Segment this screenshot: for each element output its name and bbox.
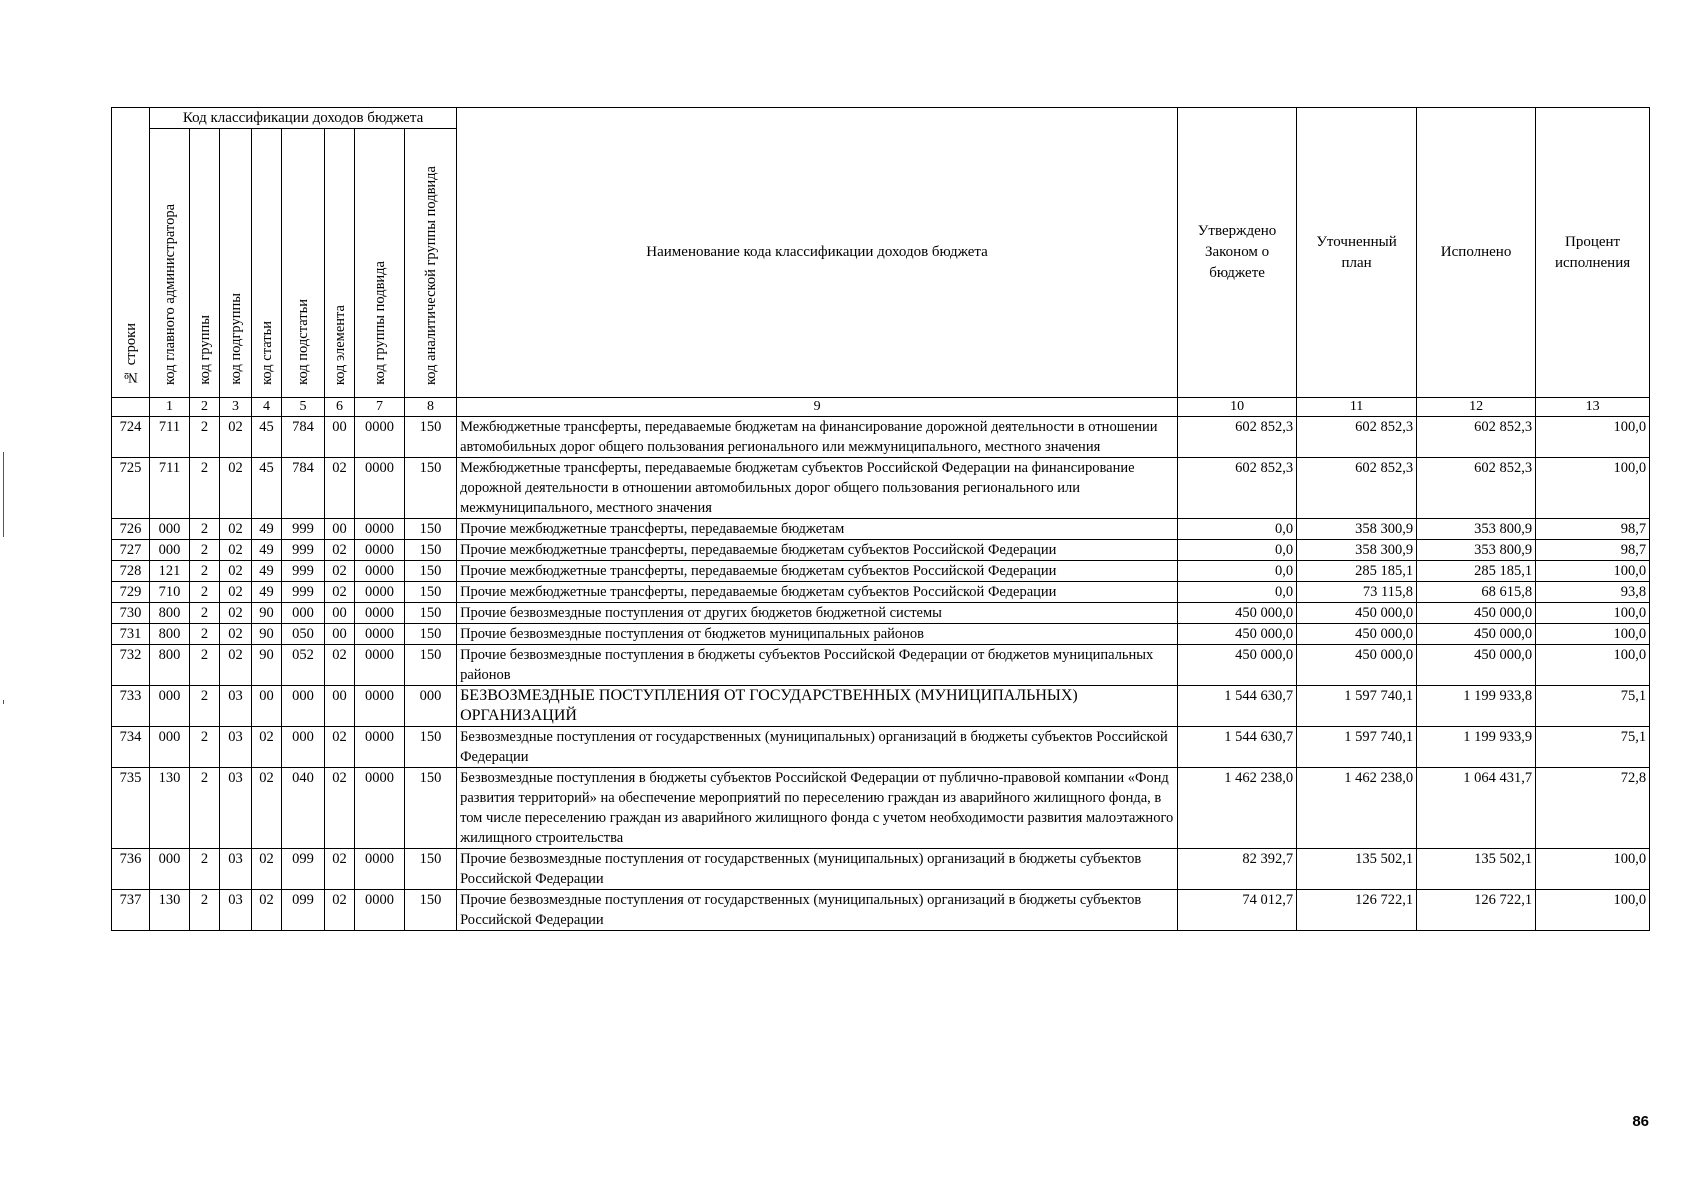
row-number-cell: 728 [112, 561, 150, 582]
column-number: 2 [190, 398, 220, 417]
article-code-cell: 49 [252, 519, 282, 540]
scan-edge-mark [3, 452, 4, 537]
column-number: 9 [457, 398, 1178, 417]
group-code-cell: 2 [190, 540, 220, 561]
revenue-name-cell: Прочие безвозмездные поступления от бюджетов муниципальных районов [457, 624, 1178, 645]
subtype-code-cell: 0000 [355, 686, 405, 727]
group-code-cell: 2 [190, 686, 220, 727]
subgroup-code-cell: 02 [220, 458, 252, 519]
header-approved: Утверждено Законом о бюджете [1178, 108, 1297, 398]
approved-amount-cell: 82 392,7 [1178, 849, 1297, 890]
subtype-code-cell: 0000 [355, 624, 405, 645]
subarticle-code-cell: 000 [282, 686, 325, 727]
admin-code-cell: 000 [150, 727, 190, 768]
article-code-cell: 90 [252, 624, 282, 645]
article-code-cell: 49 [252, 540, 282, 561]
group-code-cell: 2 [190, 603, 220, 624]
subtype-code-cell: 0000 [355, 645, 405, 686]
analytic-code-cell: 150 [405, 582, 457, 603]
analytic-code-cell: 150 [405, 519, 457, 540]
group-code-cell: 2 [190, 768, 220, 849]
admin-code-cell: 000 [150, 519, 190, 540]
row-number-cell: 726 [112, 519, 150, 540]
table-row [112, 890, 1650, 931]
table-row [112, 540, 1650, 561]
row-number-cell: 731 [112, 624, 150, 645]
admin-code-cell: 800 [150, 645, 190, 686]
revenue-name-cell: Прочие межбюджетные трансферты, передаваемые бюджетам субъектов Российской Федерации [457, 582, 1178, 603]
article-code-cell: 45 [252, 417, 282, 458]
header-element-code: код элемента [325, 129, 355, 398]
approved-amount-cell: 0,0 [1178, 519, 1297, 540]
percent-cell: 72,8 [1536, 768, 1650, 849]
plan-amount-cell: 1 462 238,0 [1297, 768, 1417, 849]
subtype-code-cell: 0000 [355, 540, 405, 561]
revenue-name-cell: Прочие межбюджетные трансферты, передаваемые бюджетам субъектов Российской Федерации [457, 540, 1178, 561]
plan-amount-cell: 450 000,0 [1297, 645, 1417, 686]
scan-edge-mark [3, 700, 4, 704]
plan-amount-cell: 358 300,9 [1297, 519, 1417, 540]
percent-cell: 100,0 [1536, 645, 1650, 686]
plan-amount-cell: 602 852,3 [1297, 458, 1417, 519]
subgroup-code-cell: 02 [220, 561, 252, 582]
approved-amount-cell: 602 852,3 [1178, 417, 1297, 458]
analytic-code-cell: 150 [405, 603, 457, 624]
analytic-code-cell: 150 [405, 727, 457, 768]
budget-revenue-table [111, 107, 1650, 931]
subtype-code-cell: 0000 [355, 849, 405, 890]
executed-amount-cell: 450 000,0 [1417, 624, 1536, 645]
analytic-code-cell: 150 [405, 540, 457, 561]
header-article-code: код статьи [252, 129, 282, 398]
element-code-cell: 00 [325, 624, 355, 645]
article-code-cell: 45 [252, 458, 282, 519]
subarticle-code-cell: 099 [282, 890, 325, 931]
approved-amount-cell: 450 000,0 [1178, 645, 1297, 686]
executed-amount-cell: 1 199 933,8 [1417, 686, 1536, 727]
revenue-name-cell: Безвозмездные поступления от государственных (муниципальных) организаций в бюджеты субъектов Российской Федерации [457, 727, 1178, 768]
plan-amount-cell: 358 300,9 [1297, 540, 1417, 561]
row-number-cell: 724 [112, 417, 150, 458]
group-code-cell: 2 [190, 645, 220, 686]
approved-amount-cell: 1 544 630,7 [1178, 727, 1297, 768]
percent-cell: 93,8 [1536, 582, 1650, 603]
header-row-no: № строки [112, 108, 150, 398]
subarticle-code-cell: 040 [282, 768, 325, 849]
header-classification-group: Код классификации доходов бюджета [150, 108, 457, 129]
article-code-cell: 90 [252, 603, 282, 624]
column-number: 12 [1417, 398, 1536, 417]
admin-code-cell: 130 [150, 890, 190, 931]
subgroup-code-cell: 03 [220, 849, 252, 890]
article-code-cell: 02 [252, 727, 282, 768]
group-code-cell: 2 [190, 582, 220, 603]
subarticle-code-cell: 052 [282, 645, 325, 686]
subgroup-code-cell: 02 [220, 417, 252, 458]
subgroup-code-cell: 03 [220, 686, 252, 727]
element-code-cell: 02 [325, 890, 355, 931]
approved-amount-cell: 1 544 630,7 [1178, 686, 1297, 727]
table-body [112, 417, 1650, 931]
analytic-code-cell: 150 [405, 890, 457, 931]
header-subarticle-code: код подстатьи [282, 129, 325, 398]
subarticle-code-cell: 000 [282, 603, 325, 624]
approved-amount-cell: 0,0 [1178, 582, 1297, 603]
element-code-cell: 02 [325, 582, 355, 603]
analytic-code-cell: 150 [405, 624, 457, 645]
plan-amount-cell: 126 722,1 [1297, 890, 1417, 931]
column-number: 1 [150, 398, 190, 417]
table-row [112, 603, 1650, 624]
row-number-cell: 730 [112, 603, 150, 624]
column-number: 10 [1178, 398, 1297, 417]
analytic-code-cell: 150 [405, 768, 457, 849]
executed-amount-cell: 285 185,1 [1417, 561, 1536, 582]
approved-amount-cell: 450 000,0 [1178, 603, 1297, 624]
subtype-code-cell: 0000 [355, 768, 405, 849]
admin-code-cell: 711 [150, 417, 190, 458]
analytic-code-cell: 150 [405, 458, 457, 519]
table-row [112, 686, 1650, 727]
plan-amount-cell: 1 597 740,1 [1297, 727, 1417, 768]
group-code-cell: 2 [190, 519, 220, 540]
table-row [112, 624, 1650, 645]
table-row [112, 519, 1650, 540]
page-number: 86 [1632, 1113, 1649, 1130]
element-code-cell: 00 [325, 417, 355, 458]
approved-amount-cell: 602 852,3 [1178, 458, 1297, 519]
header-plan: Уточненный план [1297, 108, 1417, 398]
revenue-name-cell: Безвозмездные поступления в бюджеты субъектов Российской Федерации от публично-правовой компании «Фонд развития территорий» на обеспечение мероприятий по переселению граждан из аварийного жилищного фонда, в том числе переселению граждан из аварийного жилищного фонда с учетом необходимости развития малоэтажного жилищного строительства [457, 768, 1178, 849]
table-row [112, 768, 1650, 849]
subgroup-code-cell: 03 [220, 727, 252, 768]
group-code-cell: 2 [190, 727, 220, 768]
group-code-cell: 2 [190, 561, 220, 582]
element-code-cell: 02 [325, 645, 355, 686]
revenue-name-cell: Прочие безвозмездные поступления в бюджеты субъектов Российской Федерации от бюджетов муниципальных районов [457, 645, 1178, 686]
subarticle-code-cell: 099 [282, 849, 325, 890]
element-code-cell: 02 [325, 849, 355, 890]
element-code-cell: 02 [325, 458, 355, 519]
executed-amount-cell: 1 199 933,9 [1417, 727, 1536, 768]
executed-amount-cell: 68 615,8 [1417, 582, 1536, 603]
percent-cell: 100,0 [1536, 458, 1650, 519]
revenue-name-cell: БЕЗВОЗМЕЗДНЫЕ ПОСТУПЛЕНИЯ ОТ ГОСУДАРСТВЕННЫХ (МУНИЦИПАЛЬНЫХ) ОРГАНИЗАЦИЙ [457, 686, 1178, 727]
column-number: 7 [355, 398, 405, 417]
admin-code-cell: 000 [150, 686, 190, 727]
table-row [112, 561, 1650, 582]
percent-cell: 100,0 [1536, 624, 1650, 645]
plan-amount-cell: 73 115,8 [1297, 582, 1417, 603]
group-code-cell: 2 [190, 458, 220, 519]
row-number-cell: 736 [112, 849, 150, 890]
article-code-cell: 49 [252, 561, 282, 582]
column-number: 6 [325, 398, 355, 417]
subtype-code-cell: 0000 [355, 519, 405, 540]
subarticle-code-cell: 784 [282, 417, 325, 458]
column-number: 8 [405, 398, 457, 417]
approved-amount-cell: 450 000,0 [1178, 624, 1297, 645]
subgroup-code-cell: 02 [220, 645, 252, 686]
subtype-code-cell: 0000 [355, 417, 405, 458]
header-percent: Процент исполнения [1536, 108, 1650, 398]
analytic-code-cell: 150 [405, 417, 457, 458]
executed-amount-cell: 126 722,1 [1417, 890, 1536, 931]
executed-amount-cell: 353 800,9 [1417, 540, 1536, 561]
element-code-cell: 00 [325, 519, 355, 540]
table-row [112, 417, 1650, 458]
executed-amount-cell: 450 000,0 [1417, 603, 1536, 624]
header-group-code: код группы [190, 129, 220, 398]
row-number-cell: 732 [112, 645, 150, 686]
row-number-cell: 727 [112, 540, 150, 561]
article-code-cell: 49 [252, 582, 282, 603]
subarticle-code-cell: 999 [282, 561, 325, 582]
analytic-code-cell: 150 [405, 849, 457, 890]
plan-amount-cell: 602 852,3 [1297, 417, 1417, 458]
percent-cell: 75,1 [1536, 686, 1650, 727]
element-code-cell: 02 [325, 540, 355, 561]
executed-amount-cell: 450 000,0 [1417, 645, 1536, 686]
subarticle-code-cell: 999 [282, 519, 325, 540]
subgroup-code-cell: 03 [220, 768, 252, 849]
revenue-name-cell: Прочие безвозмездные поступления от других бюджетов бюджетной системы [457, 603, 1178, 624]
subgroup-code-cell: 02 [220, 519, 252, 540]
revenue-name-cell: Межбюджетные трансферты, передаваемые бюджетам на финансирование дорожной деятельности в отношении автомобильных дорог общего пользования регионального или межмуниципального, местного значения [457, 417, 1178, 458]
percent-cell: 100,0 [1536, 890, 1650, 931]
revenue-name-cell: Межбюджетные трансферты, передаваемые бюджетам субъектов Российской Федерации на финансирование дорожной деятельности в отношении автомобильных дорог общего пользования регионального или межмуниципального, местного значения [457, 458, 1178, 519]
plan-amount-cell: 1 597 740,1 [1297, 686, 1417, 727]
element-code-cell: 00 [325, 686, 355, 727]
approved-amount-cell: 0,0 [1178, 540, 1297, 561]
admin-code-cell: 121 [150, 561, 190, 582]
admin-code-cell: 710 [150, 582, 190, 603]
column-number: 13 [1536, 398, 1650, 417]
header-analytic-code: код аналитической группы подвида [405, 129, 457, 398]
subgroup-code-cell: 02 [220, 603, 252, 624]
column-number: 11 [1297, 398, 1417, 417]
header-subgroup-code: код подгруппы [220, 129, 252, 398]
plan-amount-cell: 450 000,0 [1297, 603, 1417, 624]
admin-code-cell: 000 [150, 849, 190, 890]
subtype-code-cell: 0000 [355, 561, 405, 582]
revenue-name-cell: Прочие межбюджетные трансферты, передаваемые бюджетам субъектов Российской Федерации [457, 561, 1178, 582]
percent-cell: 100,0 [1536, 849, 1650, 890]
header-subtype-code: код группы подвида [355, 129, 405, 398]
subtype-code-cell: 0000 [355, 603, 405, 624]
article-code-cell: 00 [252, 686, 282, 727]
admin-code-cell: 800 [150, 603, 190, 624]
subtype-code-cell: 0000 [355, 582, 405, 603]
row-number-cell: 737 [112, 890, 150, 931]
subarticle-code-cell: 784 [282, 458, 325, 519]
article-code-cell: 02 [252, 768, 282, 849]
element-code-cell: 00 [325, 603, 355, 624]
executed-amount-cell: 1 064 431,7 [1417, 768, 1536, 849]
revenue-name-cell: Прочие межбюджетные трансферты, передаваемые бюджетам [457, 519, 1178, 540]
subgroup-code-cell: 02 [220, 582, 252, 603]
admin-code-cell: 711 [150, 458, 190, 519]
row-number-cell: 725 [112, 458, 150, 519]
subtype-code-cell: 0000 [355, 458, 405, 519]
executed-amount-cell: 353 800,9 [1417, 519, 1536, 540]
row-number-cell: 733 [112, 686, 150, 727]
revenue-name-cell: Прочие безвозмездные поступления от государственных (муниципальных) организаций в бюджеты субъектов Российской Федерации [457, 890, 1178, 931]
approved-amount-cell: 1 462 238,0 [1178, 768, 1297, 849]
executed-amount-cell: 602 852,3 [1417, 417, 1536, 458]
approved-amount-cell: 74 012,7 [1178, 890, 1297, 931]
subarticle-code-cell: 000 [282, 727, 325, 768]
row-number-cell: 735 [112, 768, 150, 849]
percent-cell: 100,0 [1536, 603, 1650, 624]
table-row [112, 458, 1650, 519]
subgroup-code-cell: 02 [220, 540, 252, 561]
analytic-code-cell: 000 [405, 686, 457, 727]
table-row [112, 849, 1650, 890]
header-name: Наименование кода классификации доходов бюджета [457, 108, 1178, 398]
row-number-cell: 734 [112, 727, 150, 768]
row-number-cell: 729 [112, 582, 150, 603]
percent-cell: 98,7 [1536, 519, 1650, 540]
percent-cell: 100,0 [1536, 417, 1650, 458]
column-number: 5 [282, 398, 325, 417]
group-code-cell: 2 [190, 624, 220, 645]
subarticle-code-cell: 999 [282, 540, 325, 561]
analytic-code-cell: 150 [405, 561, 457, 582]
element-code-cell: 02 [325, 727, 355, 768]
group-code-cell: 2 [190, 417, 220, 458]
plan-amount-cell: 450 000,0 [1297, 624, 1417, 645]
approved-amount-cell: 0,0 [1178, 561, 1297, 582]
element-code-cell: 02 [325, 561, 355, 582]
plan-amount-cell: 285 185,1 [1297, 561, 1417, 582]
plan-amount-cell: 135 502,1 [1297, 849, 1417, 890]
executed-amount-cell: 602 852,3 [1417, 458, 1536, 519]
article-code-cell: 02 [252, 890, 282, 931]
column-number: 3 [220, 398, 252, 417]
subtype-code-cell: 0000 [355, 727, 405, 768]
executed-amount-cell: 135 502,1 [1417, 849, 1536, 890]
percent-cell: 100,0 [1536, 561, 1650, 582]
admin-code-cell: 800 [150, 624, 190, 645]
subgroup-code-cell: 03 [220, 890, 252, 931]
table-row [112, 727, 1650, 768]
subarticle-code-cell: 999 [282, 582, 325, 603]
revenue-name-cell: Прочие безвозмездные поступления от государственных (муниципальных) организаций в бюджеты субъектов Российской Федерации [457, 849, 1178, 890]
column-number-row [112, 398, 1650, 417]
analytic-code-cell: 150 [405, 645, 457, 686]
subtype-code-cell: 0000 [355, 890, 405, 931]
article-code-cell: 90 [252, 645, 282, 686]
table-row [112, 645, 1650, 686]
column-number: 4 [252, 398, 282, 417]
subgroup-code-cell: 02 [220, 624, 252, 645]
budget-table-container [111, 107, 1650, 931]
group-code-cell: 2 [190, 849, 220, 890]
admin-code-cell: 130 [150, 768, 190, 849]
percent-cell: 98,7 [1536, 540, 1650, 561]
table-row [112, 582, 1650, 603]
percent-cell: 75,1 [1536, 727, 1650, 768]
header-executed: Исполнено [1417, 108, 1536, 398]
header-admin-code: код главного администратора [150, 129, 190, 398]
column-number-empty [112, 398, 150, 417]
article-code-cell: 02 [252, 849, 282, 890]
admin-code-cell: 000 [150, 540, 190, 561]
group-code-cell: 2 [190, 890, 220, 931]
element-code-cell: 02 [325, 768, 355, 849]
subarticle-code-cell: 050 [282, 624, 325, 645]
